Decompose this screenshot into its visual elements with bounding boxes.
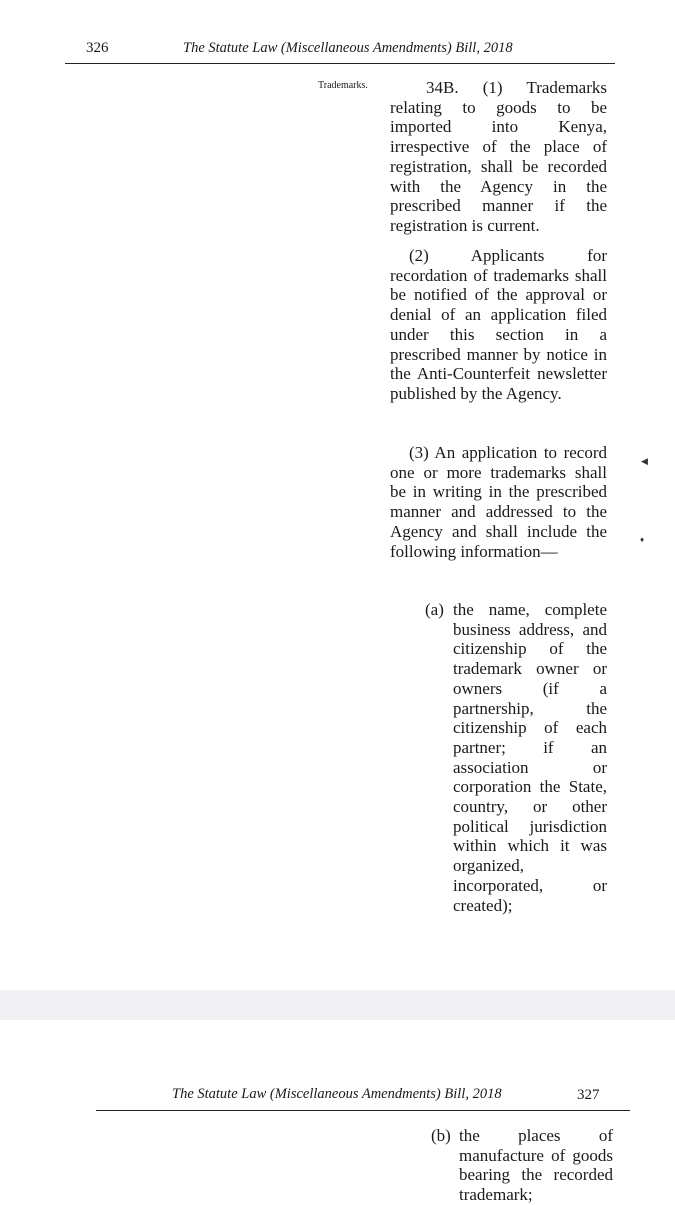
item-a-text: the name, complete business address, and citizenship of the trademark owner or owners (if a partnership, the citizenship of each partner; if an association or corporation the State, country, or other political jurisdiction within which it was organized, incorporated, or created);: [453, 600, 607, 915]
running-head: The Statute Law (Miscellaneous Amendments) Bill, 2018: [183, 40, 513, 56]
header-rule: [96, 1110, 630, 1111]
running-head: The Statute Law (Miscellaneous Amendments) Bill, 2018: [172, 1086, 502, 1102]
page-separator: [0, 990, 675, 1020]
dot-mark-icon: ♦: [640, 535, 645, 544]
arrow-left-mark-icon: ◀: [641, 456, 648, 466]
page-number: 327: [577, 1087, 600, 1103]
header-rule: [65, 63, 615, 64]
item-b-label: (b): [431, 1126, 451, 1145]
item-b-text: the places of manufacture of goods bearing the recorded trademark;: [459, 1126, 613, 1205]
subsection-2: (2) Applicants for recordation of trademarks shall be notified of the approval or denial of an application filed under this section in a prescribed manner by notice in the Anti-Counterfeit newsletter published by the Agency.: [390, 246, 607, 403]
margin-note: Trademarks.: [318, 80, 368, 91]
page-327: [0, 1020, 675, 1205]
section-34B-subsection-1: 34B. (1) Trademarks relating to goods to be imported into Kenya, irrespective of the place of registration, shall be recorded with the Agency in the prescribed manner if the registration is current.: [390, 78, 607, 235]
item-a-label: (a): [425, 600, 444, 619]
subsection-3: (3) An application to record one or more trademarks shall be in writing in the prescribed manner and addressed to the Agency and shall include the following information—: [390, 443, 607, 561]
page-number: 326: [86, 40, 109, 56]
